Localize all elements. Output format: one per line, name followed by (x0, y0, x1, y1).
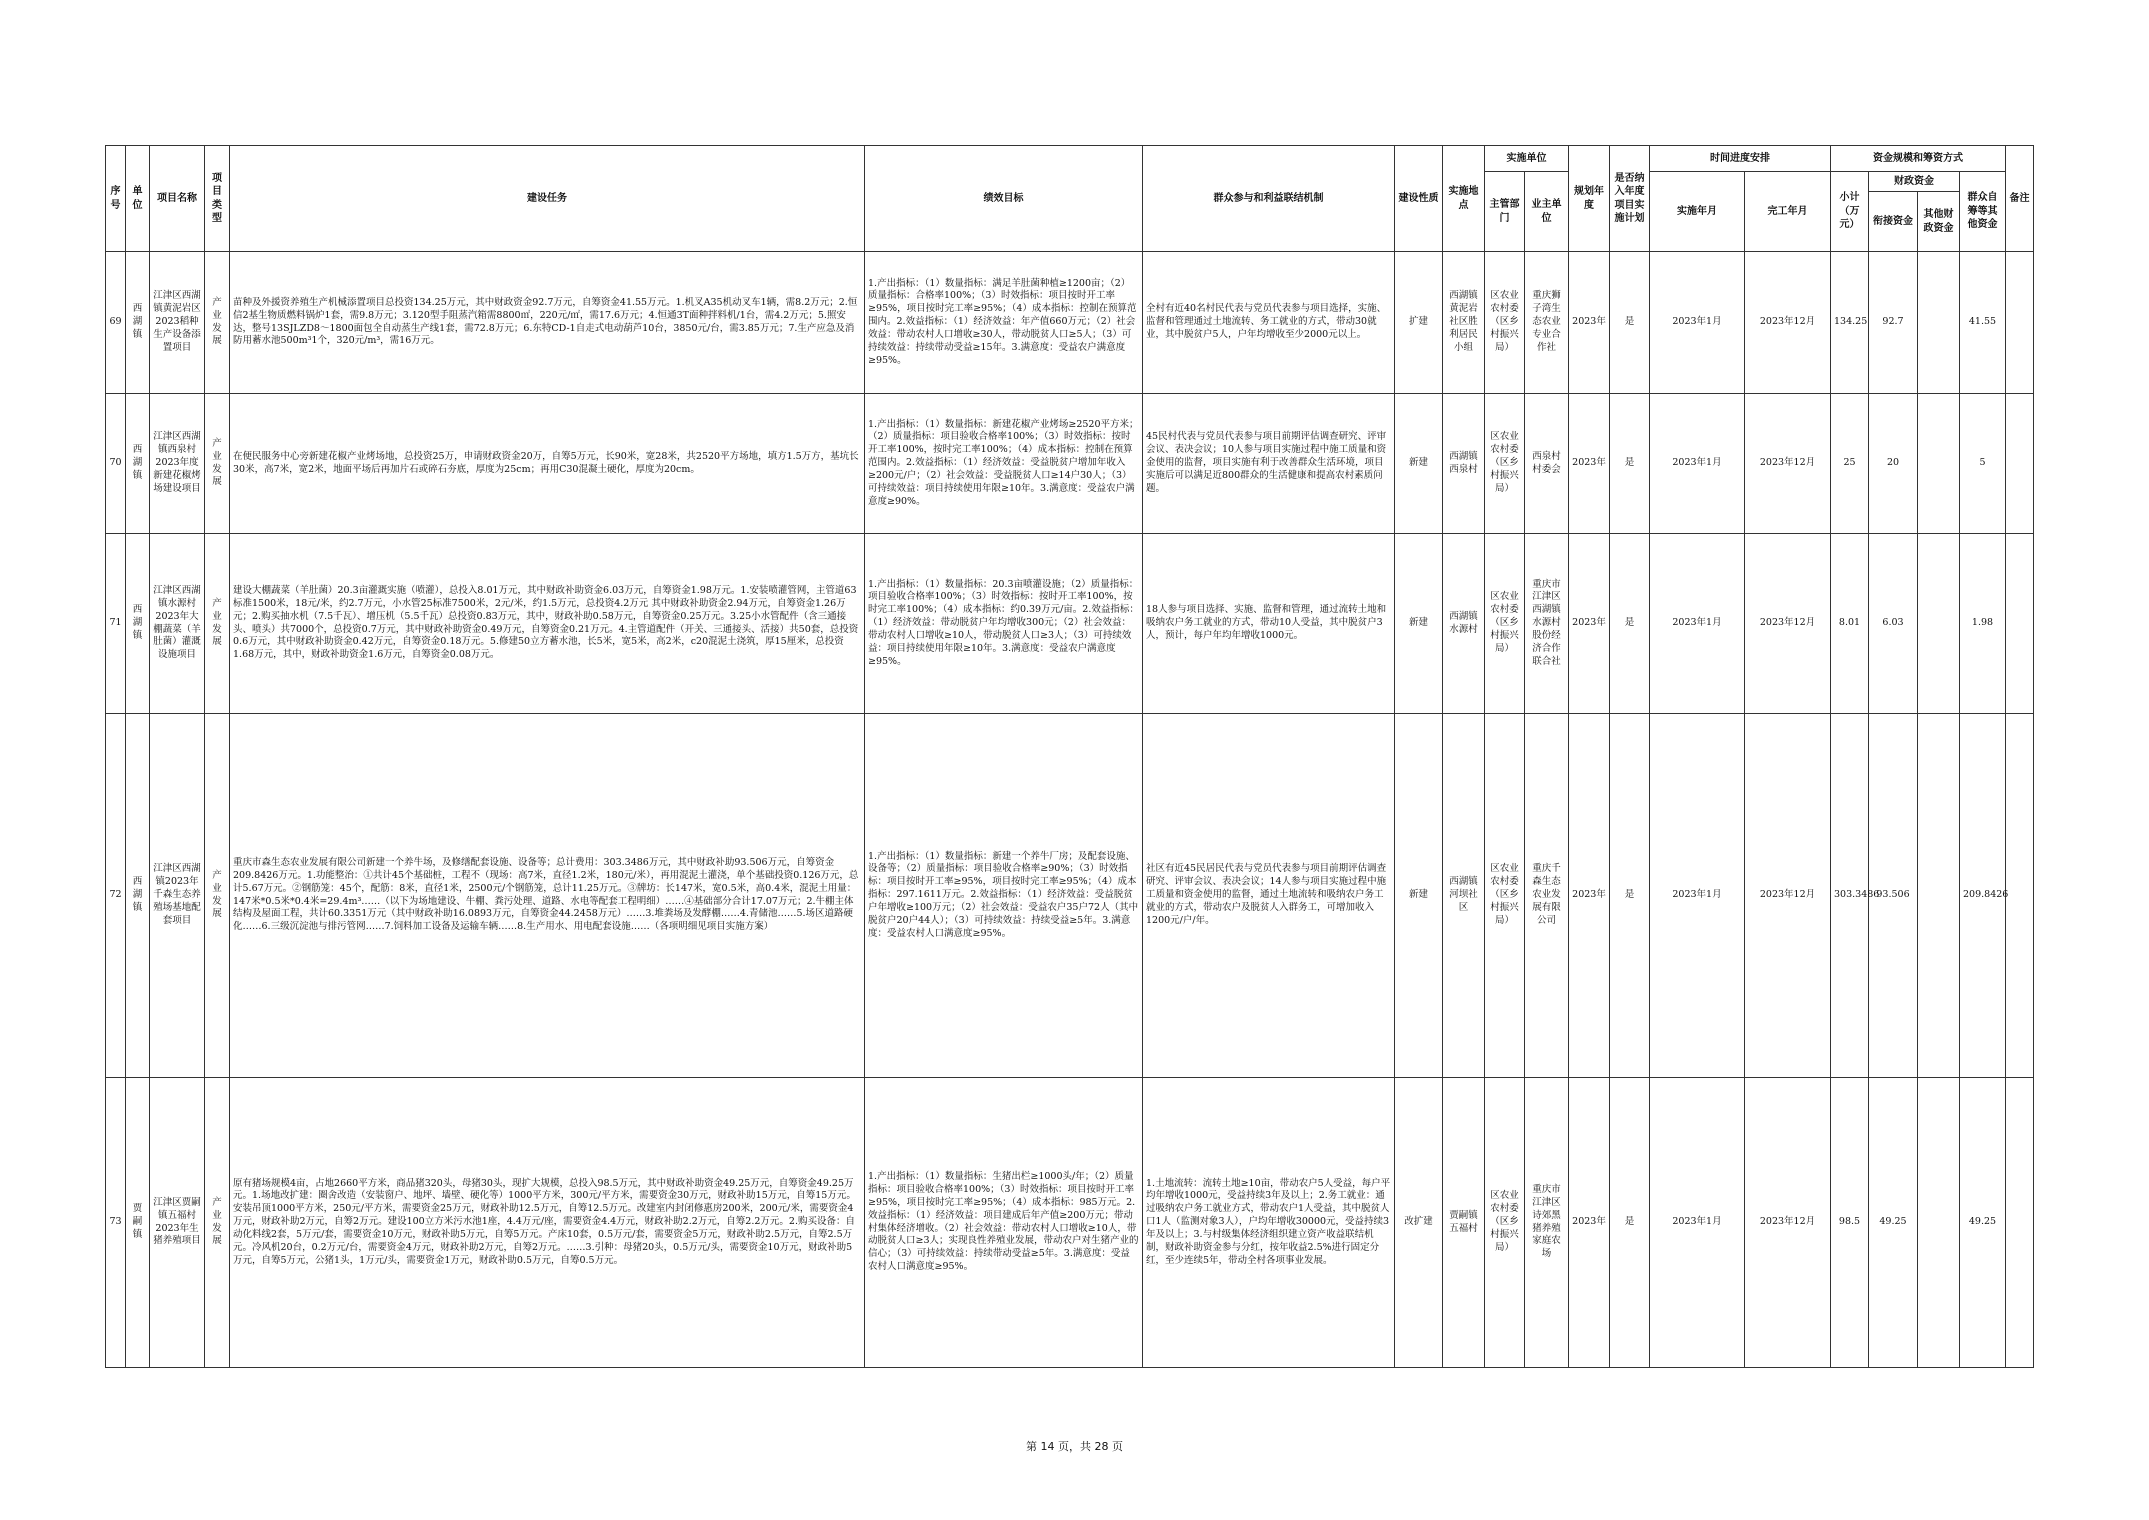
cell-nature: 新建 (1395, 714, 1443, 1078)
cell-in-plan: 是 (1610, 714, 1650, 1078)
cell-owner: 重庆狮子湾生态农业专业合作社 (1525, 252, 1569, 394)
cell-direct: 49.25 (1869, 1078, 1918, 1368)
cell-mass: 45民村代表与党员代表参与项目前期评估调查研究、评审会议、表决会议；10人参与项目实施过程中施工质量和资金使用的监督，项目实施有利于改善群众生活环境，项目实施后可以满足近800群众的生活健康和提高农村素质问题。 (1143, 394, 1395, 534)
cell-subtotal: 25 (1831, 394, 1869, 534)
cell-self: 1.98 (1960, 534, 2006, 714)
cell-in-plan: 是 (1610, 534, 1650, 714)
cell-owner: 重庆千森生态农业发展有限公司 (1525, 714, 1569, 1078)
cell-perf: 1.产出指标：（1）数量指标：满足羊肚菌种植≥1200亩；（2）质量指标：合格率100%；（3）时效指标：项目按时开工率≥95%，项目按时完工率≥95%；（4）成本指标：控制在预算范围内。2.效益指标：（1）经济效益：年产值660万元；（2）社会效益：带动农村人口增收≥30人，带动脱贫人口≥5人；（3）可持续效益：持续带动受益≥15年。3.满意度：受益农户满意度≥95%。 (865, 252, 1143, 394)
header-schedule: 时间进度安排 (1650, 146, 1831, 172)
cell-other-fiscal (1918, 1078, 1960, 1368)
cell-end: 2023年12月 (1745, 714, 1831, 1078)
cell-name: 江津区西湖镇西泉村2023年度新建花椒烤场建设项目 (150, 394, 205, 534)
cell-in-plan: 是 (1610, 394, 1650, 534)
cell-plan-year: 2023年 (1569, 534, 1610, 714)
cell-perf: 1.产出指标：（1）数量指标：新建一个养牛厂房；及配套设施、设备等；（2）质量指标：项目验收合格率≥90%；（3）时效指标：项目按时开工率≥95%，项目按时完工率≥95%；（4）成本指标：297.1611万元。2.效益指标：（1）经济效益：受益脱贫户年增收≥100万元；（2）社会效益：受益农户35户72人（其中脱贫户20户44人）；（3）可持续效益：持续受益≥5年。3.满意度：受益农村人口满意度≥95%。 (865, 714, 1143, 1078)
header-start: 实施年月 (1650, 172, 1745, 252)
cell-mass: 全村有近40名村民代表与党员代表参与项目选择，实施、监督和管理通过土地流转、务工就业的方式，带动30就业，其中脱贫户5人，户年均增收至少2000元以上。 (1143, 252, 1395, 394)
cell-seq: 71 (106, 534, 126, 714)
header-impl-unit: 实施单位 (1485, 146, 1569, 172)
cell-type: 产业发展 (205, 252, 230, 394)
cell-start: 2023年1月 (1650, 714, 1745, 1078)
cell-direct: 6.03 (1869, 534, 1918, 714)
header-in-plan: 是否纳入年度项目实施计划 (1610, 146, 1650, 252)
cell-seq: 72 (106, 714, 126, 1078)
cell-unit: 西湖镇 (126, 394, 150, 534)
cell-remark (2006, 1078, 2034, 1368)
cell-location: 西湖镇水源村 (1443, 534, 1485, 714)
header-remark: 备注 (2006, 146, 2034, 252)
cell-subtotal: 8.01 (1831, 534, 1869, 714)
cell-location: 西湖镇西泉村 (1443, 394, 1485, 534)
cell-subtotal: 134.25 (1831, 252, 1869, 394)
cell-start: 2023年1月 (1650, 534, 1745, 714)
cell-nature: 新建 (1395, 394, 1443, 534)
cell-nature: 新建 (1395, 534, 1443, 714)
header-fiscal: 财政资金 (1869, 172, 1960, 192)
cell-perf: 1.产出指标：（1）数量指标：20.3亩喷灌设施；（2）质量指标：项目验收合格率100%；（3）时效指标：按时开工率100%，按时完工率100%；（4）成本指标：约0.39万元/亩。2.效益指标：（1）经济效益：带动脱贫户年均增收300元；（2）社会效益：带动农村人口增收≥10人，带动脱贫人口≥3人；（3）可持续效益：项目持续使用年限≥10年。3.满意度：受益农户满意度≥95%。 (865, 534, 1143, 714)
cell-self: 41.55 (1960, 252, 2006, 394)
cell-other-fiscal (1918, 252, 1960, 394)
cell-type: 产业发展 (205, 394, 230, 534)
cell-other-fiscal (1918, 714, 1960, 1078)
cell-remark (2006, 394, 2034, 534)
table-row (106, 534, 2034, 714)
header-plan-year: 规划年度 (1569, 146, 1610, 252)
cell-unit: 西湖镇 (126, 252, 150, 394)
cell-name: 江津区西湖镇水源村2023年大棚蔬菜（羊肚菌）灌溉设施项目 (150, 534, 205, 714)
header-self: 群众自筹等其他资金 (1960, 172, 2006, 252)
cell-end: 2023年12月 (1745, 1078, 1831, 1368)
cell-end: 2023年12月 (1745, 252, 1831, 394)
cell-seq: 69 (106, 252, 126, 394)
cell-name: 江津区西湖镇黄泥岩区2023稻种生产设备添置项目 (150, 252, 205, 394)
cell-direct: 20 (1869, 394, 1918, 534)
cell-type: 产业发展 (205, 714, 230, 1078)
cell-dept: 区农业农村委（区乡村振兴局） (1485, 534, 1525, 714)
cell-start: 2023年1月 (1650, 394, 1745, 534)
header-dept: 主管部门 (1485, 172, 1525, 252)
cell-self: 5 (1960, 394, 2006, 534)
table-row (106, 714, 2034, 1078)
cell-subtotal: 303.3486 (1831, 714, 1869, 1078)
cell-unit: 西湖镇 (126, 534, 150, 714)
cell-type: 产业发展 (205, 1078, 230, 1368)
cell-plan-year: 2023年 (1569, 1078, 1610, 1368)
cell-task: 重庆市森生态农业发展有限公司新建一个养牛场，及修缮配套设施、设备等；总计费用：303.3486万元，其中财政补助93.506万元，自筹资金209.8426万元。1.功能整治：①共计45个基础桩，工程不（现场：高7米，直径1.2米，180元/米），再用混泥土灌浇，单个基础投资0.126万元，总计5.67万元。②钢筋笼：45个，配筋：8米，直径1米，2500元/个钢筋笼，总计11.25万元。③牌坊：长147米，宽0.5米，高0.4米，混泥土用量：147米*0.5米*0.4米=29.4m³……（以下为场地建设、牛棚、粪污处理、道路、水电等配套工程明细）……④基础部分合计17.07万元；2.牛棚主体结构及屋面工程，共计60.3351万元（其中财政补助16.0893万元，自筹资金44.2458万元）……3.堆粪场及发酵棚……4.青储池……5.场区道路硬化……6.三级沉淀池与排污管网……7.饲料加工设备及运输车辆……8.生产用水、用电配套设施……（各项明细见项目实施方案） (230, 714, 865, 1078)
cell-seq: 70 (106, 394, 126, 534)
header-other-fiscal: 其他财政资金 (1918, 192, 1960, 252)
cell-end: 2023年12月 (1745, 534, 1831, 714)
cell-owner: 重庆市江津区诗郊黑猪养殖家庭农场 (1525, 1078, 1569, 1368)
header-subtotal: 小计（万元） (1831, 172, 1869, 252)
cell-self: 49.25 (1960, 1078, 2006, 1368)
cell-other-fiscal (1918, 534, 1960, 714)
header-mass: 群众参与和利益联结机制 (1143, 146, 1395, 252)
cell-remark (2006, 534, 2034, 714)
cell-task: 建设大棚蔬菜（羊肚菌）20.3亩灌溉实施（喷灌），总投入8.01万元，其中财政补助资金6.03万元，自筹资金1.98万元。1.安装喷灌管网，主管道63标准1500米，18元/米，约2.7万元，小水管25标准7500米，2元/米，约1.5万元，总投资4.2万元 其中财政补助资金2.94万元，自筹资金1.26万元；2.购买抽水机（7.5千瓦）、增压机（5.5千瓦）总投资0.83万元，其中，财政补助0.58万元，自筹资金0.25万元。3.25小水管配件（含三通接头、喷头）共7000个，总投资0.7万元，其中财政补助资金0.49万元，自筹资金0.21万元。4.主管道配件（开关、三通接头、活接）共50套，总投资0.6万元，其中财政补助资金0.42万元，自筹资金0.18万元。5.修建50立方蓄水池，长5米，宽5米，高2米，c20混泥土浇筑，厚15厘米，总投资1.68万元，其中，财政补助资金1.6万元，自筹资金0.08万元。 (230, 534, 865, 714)
cell-name: 江津区贾嗣镇五福村2023年生猪养殖项目 (150, 1078, 205, 1368)
cell-location: 西湖镇河坝社区 (1443, 714, 1485, 1078)
cell-name: 江津区西湖镇2023年千森生态养殖场基地配套项目 (150, 714, 205, 1078)
cell-end: 2023年12月 (1745, 394, 1831, 534)
cell-direct: 92.7 (1869, 252, 1918, 394)
header-funds: 资金规模和筹资方式 (1831, 146, 2006, 172)
cell-dept: 区农业农村委（区乡村振兴局） (1485, 1078, 1525, 1368)
cell-start: 2023年1月 (1650, 252, 1745, 394)
header-type: 项目类型 (205, 146, 230, 252)
cell-owner: 西泉村村委会 (1525, 394, 1569, 534)
project-table (105, 145, 2034, 1368)
cell-location: 贾嗣镇五福村 (1443, 1078, 1485, 1368)
cell-dept: 区农业农村委（区乡村振兴局） (1485, 714, 1525, 1078)
cell-mass: 1.土地流转：流转土地≥10亩，带动农户5人受益，每户平均年增收1000元，受益持续3年及以上；2.务工就业：通过吸纳农户务工就业方式，带动农户1人受益，其中脱贫人口1人（监测对象3人），户均年增收30000元，受益持续3年及以上；3.与村级集体经济组织建立资产收益联结机制，财政补助资金参与分红，按年收益2.5%进行固定分红，至少连续5年，带动全村各项事业发展。 (1143, 1078, 1395, 1368)
cell-location: 西湖镇黄泥岩社区胜利居民小组 (1443, 252, 1485, 394)
header-end: 完工年月 (1745, 172, 1831, 252)
cell-plan-year: 2023年 (1569, 252, 1610, 394)
cell-unit: 西湖镇 (126, 714, 150, 1078)
cell-remark (2006, 714, 2034, 1078)
cell-other-fiscal (1918, 394, 1960, 534)
cell-task: 在便民服务中心旁新建花椒产业烤场地，总投资25万，申请财政资金20万，自筹5万元，长90米，宽28米，共2520平方场地，填方1.5万方，基坑长30米，高7米，宽2米，地面平场后再加片石或碎石夯底，厚度为25cm；再用C30混凝土硬化，厚度为20cm。 (230, 394, 865, 534)
header-owner: 业主单位 (1525, 172, 1569, 252)
cell-mass: 18人参与项目选择、实施、监督和管理，通过流转土地和吸纳农户务工就业的方式，带动10人受益，其中脱贫户3人，预计，每户年均年增收1000元。 (1143, 534, 1395, 714)
page-number: 第 14 页，共 28 页 (1026, 1440, 1123, 1453)
table-row (106, 1078, 2034, 1368)
header-nature: 建设性质 (1395, 146, 1443, 252)
cell-nature: 改扩建 (1395, 1078, 1443, 1368)
cell-direct: 93.506 (1869, 714, 1918, 1078)
cell-dept: 区农业农村委（区乡村振兴局） (1485, 252, 1525, 394)
table-row (106, 252, 2034, 394)
cell-start: 2023年1月 (1650, 1078, 1745, 1368)
cell-perf: 1.产出指标：（1）数量指标：新建花椒产业烤场≥2520平方米；（2）质量指标：项目验收合格率100%；（3）时效指标：按时开工率100%，按时完工率100%；（4）成本指标：控制在预算范围内。2.效益指标：（1）经济效益：受益脱贫户增加年收入≥200元/户；（2）社会效益：受益脱贫人口≥14户30人；（3）可持续效益：项目持续使用年限≥10年。3.满意度：受益农户满意度≥90%。 (865, 394, 1143, 534)
header-location: 实施地点 (1443, 146, 1485, 252)
cell-self: 209.8426 (1960, 714, 2006, 1078)
cell-task: 苗种及外援资养殖生产机械添置项目总投资134.25万元，其中财政资金92.7万元，自筹资金41.55万元。1.机叉A35机动叉车1辆，需8.2万元；2.恒信2基生物质燃料锅炉1套，需9.8万元；3.120型手阻蒸汽箱需8800㎡，220元/㎡，需17.6万元；4.恒通3T面种拌料机/1台，需4.2万元；5.照安达，整号13SJLZD8～1800面包全自动蒸生产线1套，需72.8万元；6.东特CD-1自走式电动葫芦10台，3850元/台，需3.85万元；7.生产应急及消防用蓄水池500m³1个，320元/m³，需16万元。 (230, 252, 865, 394)
cell-seq: 73 (106, 1078, 126, 1368)
header-unit: 单位 (126, 146, 150, 252)
cell-remark (2006, 252, 2034, 394)
header-seq: 序号 (106, 146, 126, 252)
cell-type: 产业发展 (205, 534, 230, 714)
cell-unit: 贾嗣镇 (126, 1078, 150, 1368)
cell-dept: 区农业农村委（区乡村振兴局） (1485, 394, 1525, 534)
header-perf: 绩效目标 (865, 146, 1143, 252)
header-task: 建设任务 (230, 146, 865, 252)
cell-nature: 扩建 (1395, 252, 1443, 394)
cell-plan-year: 2023年 (1569, 714, 1610, 1078)
table-row (106, 394, 2034, 534)
cell-task: 原有猪场规模4亩，占地2660平方米，商品猪320头，母猪30头，现扩大规模，总投入98.5万元，其中财政补助资金49.25万元，自筹资金49.25万元。1.场地改扩建：圈舍改造（安装窗户、地坪、墙壁、硬化等）1000平方米，300元/平方米，需要资金30万元，财政补助15万元，自筹15万元。安装吊顶1000平方米，250元/平方米，需要资金25万元，财政补助12.5万元，自筹12.5万元。改建室内封闭修惠房200米，200元/米，需要资金4万元，财政补助2万元，自筹2万元。建设100立方米污水池1座，4.4万元/座，需要资金4.4万元，财政补助2.2万元，自筹2.2万元。2.购买设备：自动化料线2套，5万元/套，需要资金10万元，财政补助5万元，自筹5万元。产床10套，0.5万元/套，需要资金5万元，财政补助2.5万元，自筹2.5万元。冷风机20台，0.2万元/台，需要资金4万元，财政补助2万元，自筹2万元。……3.引种：母猪20头，0.5万元/头，需要资金10万元，财政补助5万元，自筹5万元，公猪1头，1万元/头，需要资金1万元，财政补助0.5万元，自筹0.5万元。 (230, 1078, 865, 1368)
cell-plan-year: 2023年 (1569, 394, 1610, 534)
cell-subtotal: 98.5 (1831, 1078, 1869, 1368)
cell-in-plan: 是 (1610, 252, 1650, 394)
cell-in-plan: 是 (1610, 1078, 1650, 1368)
cell-owner: 重庆市江津区西湖镇水源村股份经济合作联合社 (1525, 534, 1569, 714)
cell-perf: 1.产出指标：（1）数量指标：生猪出栏≥1000头/年；（2）质量指标：项目验收合格率100%；（3）时效指标：项目按时开工率≥95%，项目按时完工率≥95%；（4）成本指标：985万元。2.效益指标：（1）经济效益：项目建成后年产值≥200万元；带动村集体经济增收。（2）社会效益：带动农村人口增收≥10人，带动脱贫人口≥3人；实现良性养殖业发展，带动农户对生猪产业的信心；（3）可持续效益：持续带动受益≥5年。3.满意度：受益农村人口满意度≥95%。 (865, 1078, 1143, 1368)
header-direct: 衔接资金 (1869, 192, 1918, 252)
cell-mass: 社区有近45民居民代表与党员代表参与项目前期评估调查研究、评审会议、表决会议；14人参与项目实施过程中施工质量和资金使用的监督，通过土地流转和吸纳农户务工就业的方式，带动农户及脱贫人入群务工，可增加收入1200元/户/年。 (1143, 714, 1395, 1078)
header-name: 项目名称 (150, 146, 205, 252)
